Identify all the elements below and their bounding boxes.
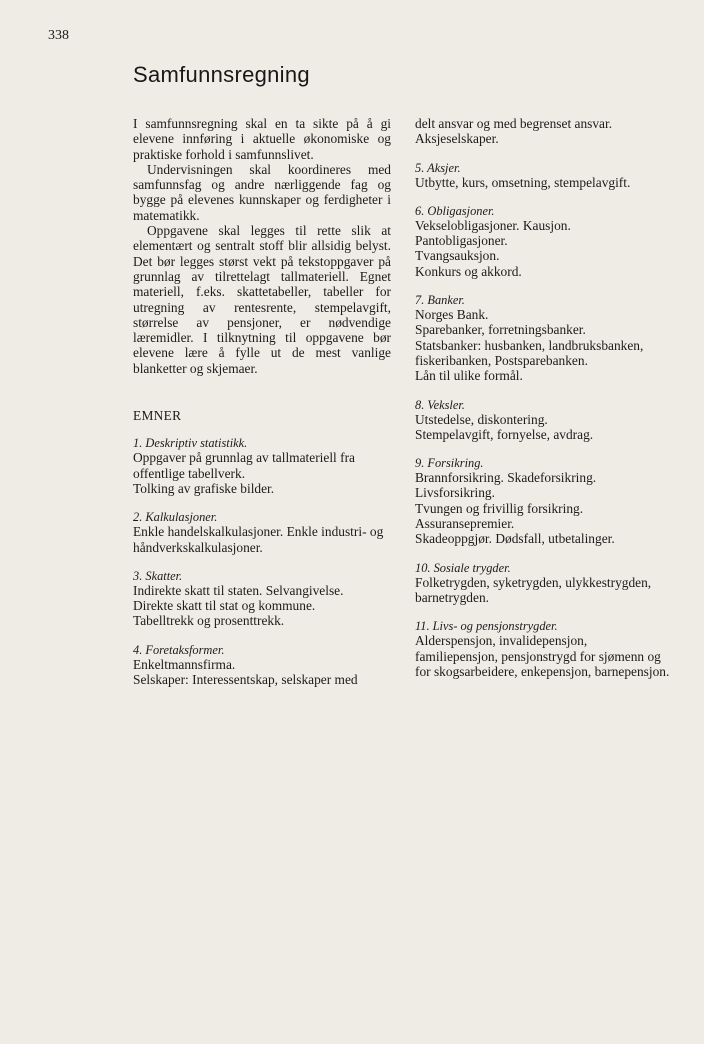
topic-line: Utstedelse, diskontering. xyxy=(415,411,548,427)
topic-list-right xyxy=(415,161,673,680)
topic-line: Vekselobligasjoner. Kausjon. xyxy=(415,217,571,233)
topic-line: Pantobligasjoner. xyxy=(415,233,508,249)
intro-paragraph: Oppgavene skal legges til rette slik at elementært og sentralt stoff blir allsidig belyst. Det bør legges størst vekt på tekstoppgaver på grunnlag av tilrettelagt tallmateriell. Egnet materiell, f.eks. skattetabeller, tabeller for utregning av rentesrente, stempelavgift, størrelse av pensjoner, er nødvendige læremidler. I tilknytning til oppgavene bør elevene lære å fylle ut de mest vanlige blanketter og skjemaer. xyxy=(133,223,391,376)
topic-item xyxy=(415,619,673,679)
topic-line: Selskaper: Interessentskap, selskaper med xyxy=(133,672,358,688)
topic-line: Folketrygden, syketrygden, ulykkestrygden, barnetrygden. xyxy=(415,574,652,605)
page-title: Samfunnsregning xyxy=(133,62,310,87)
topic-line: Oppgaver på grunnlag av tallmateriell fra offentlige tabellverk. xyxy=(133,450,355,481)
topic-line: Enkle handelskalkulasjoner. Enkle industri- og håndverkskalkulasjoner. xyxy=(133,524,384,555)
section-heading: EMNER xyxy=(133,408,182,424)
topic-line: Sparebanker, forretningsbanker. xyxy=(415,322,586,338)
right-column xyxy=(415,116,673,693)
topic-item xyxy=(133,569,391,629)
topic-list-left xyxy=(133,436,391,687)
topic-line: Direkte skatt til stat og kommune. xyxy=(133,598,316,614)
topic-item xyxy=(415,293,673,383)
topic-line: Alderspensjon, invalidepensjon, familiepensjon, pensjonstrygd for sjømenn og for skogsarbeidere, enkepensjon, barnepensjon. xyxy=(415,633,670,679)
topic-line: Lån til ulike formål. xyxy=(415,368,523,384)
topic-title: 2. Kalkulasjoner. xyxy=(133,510,218,525)
topic-title: 10. Sosiale trygder. xyxy=(415,560,511,575)
topic-title: 1. Deskriptiv statistikk. xyxy=(133,436,248,451)
intro-paragraph: I samfunnsregning skal en ta sikte på å gi elevene innføring i aktuelle økonomiske og praktiske forhold i samfunnslivet. xyxy=(133,116,391,162)
topic-title: 5. Aksjer. xyxy=(415,160,461,175)
topic-item xyxy=(133,643,391,688)
topic-line: Norges Bank. xyxy=(415,307,489,323)
continued-text xyxy=(415,116,673,147)
topic-line: Utbytte, kurs, omsetning, stempelavgift. xyxy=(415,174,631,190)
continued-line: Aksjeselskaper. xyxy=(415,131,499,147)
topic-item xyxy=(415,398,673,443)
topic-line: Indirekte skatt til staten. Selvangivelse. xyxy=(133,582,344,598)
topic-title: 3. Skatter. xyxy=(133,568,183,583)
topic-line: Tabelltrekk og prosenttrekk. xyxy=(133,613,285,629)
topic-title: 8. Veksler. xyxy=(415,397,465,412)
topic-line: Statsbanker: husbanken, landbruksbanken, fiskeribanken, Postsparebanken. xyxy=(415,337,644,368)
topic-line: Konkurs og akkord. xyxy=(415,263,522,279)
topic-title: 11. Livs- og pensjonstrygder. xyxy=(415,619,558,634)
topic-item xyxy=(415,456,673,546)
topic-title: 4. Foretaksformer. xyxy=(133,642,225,657)
topic-item xyxy=(415,561,673,606)
topic-line: Assuransepremier. xyxy=(415,516,515,532)
topic-item xyxy=(415,161,673,190)
topic-title: 6. Obligasjoner. xyxy=(415,203,495,218)
intro-paragraph: Undervisningen skal koordineres med samfunnsfag og andre nærliggende fag og bygge på elevenes kunnskaper og ferdigheter i matematikk. xyxy=(133,161,391,223)
topic-line: Tolking av grafiske bilder. xyxy=(133,480,275,496)
topic-title: 7. Banker. xyxy=(415,293,465,308)
continued-line: delt ansvar og med begrenset ansvar. xyxy=(415,116,613,131)
topic-line: Tvungen og frivillig forsikring. xyxy=(415,500,584,516)
left-column xyxy=(133,116,391,701)
topic-line: Enkeltmannsfirma. xyxy=(133,656,236,672)
topic-line: Tvangsauksjon. xyxy=(415,248,500,264)
topic-item xyxy=(133,510,391,555)
topic-line: Stempelavgift, fornyelse, avdrag. xyxy=(415,426,594,442)
topic-title: 9. Forsikring. xyxy=(415,456,484,471)
topic-item xyxy=(133,436,391,496)
page-number: 338 xyxy=(48,28,69,43)
topic-item xyxy=(415,204,673,279)
topic-line: Brannforsikring. Skadeforsikring. Livsforsikring. xyxy=(415,470,597,501)
topic-line: Skadeoppgjør. Dødsfall, utbetalinger. xyxy=(415,531,615,547)
